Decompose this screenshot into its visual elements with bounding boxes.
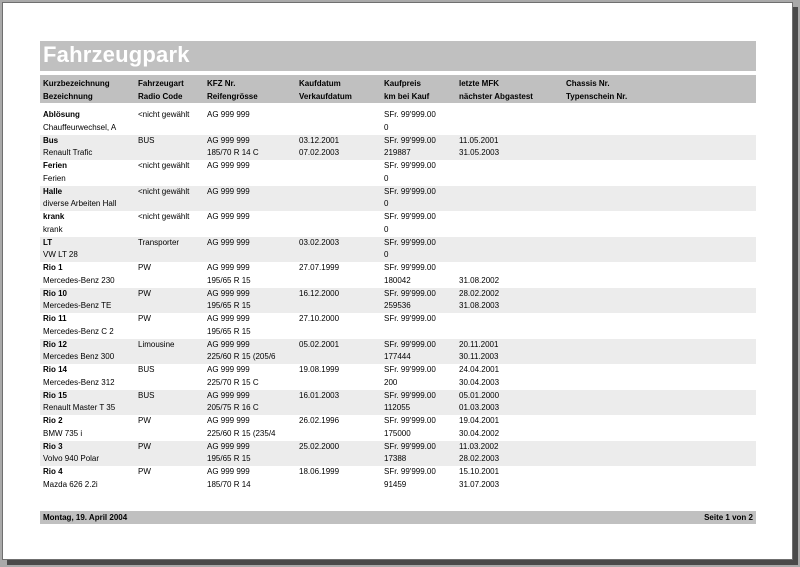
cell-reifengroesse: 225/70 R 15 C bbox=[207, 377, 259, 387]
header-kaufpreis: Kaufpreis bbox=[384, 79, 421, 88]
cell-naechster-abgastest: 28.02.2003 bbox=[459, 454, 500, 464]
table-row bbox=[40, 466, 756, 492]
cell-kfz-nr: AG 999 999 bbox=[207, 390, 250, 400]
row-line-1 bbox=[40, 364, 756, 377]
cell-letzte-mfk: 05.01.2000 bbox=[459, 390, 500, 400]
cell-reifengroesse: 185/70 R 14 bbox=[207, 479, 251, 489]
cell-kfz-nr: AG 999 999 bbox=[207, 135, 250, 145]
cell-bezeichnung: krank bbox=[43, 224, 63, 234]
cell-kaufpreis: SFr. 99'999.00 bbox=[384, 416, 436, 425]
header-typenschein-nr: Typenschein Nr. bbox=[566, 92, 628, 101]
cell-kaufdatum: 27.07.1999 bbox=[299, 263, 340, 272]
report-title-bar bbox=[40, 41, 756, 71]
cell-km-bei-kauf: 0 bbox=[384, 224, 389, 234]
footer-date: Montag, 19. April 2004 bbox=[43, 513, 128, 522]
row-line-1 bbox=[40, 390, 756, 403]
cell-km-bei-kauf: 180042 bbox=[384, 275, 411, 285]
cell-fahrzeugart: <nicht gewählt bbox=[138, 186, 190, 196]
cell-bezeichnung: VW LT 28 bbox=[43, 250, 78, 260]
cell-kurzbezeichnung: Rio 10 bbox=[43, 288, 68, 298]
cell-naechster-abgastest: 31.08.2002 bbox=[459, 275, 500, 285]
row-line-2 bbox=[40, 122, 756, 135]
row-line-2 bbox=[40, 402, 756, 415]
cell-kaufpreis: SFr. 99'999.00 bbox=[384, 161, 436, 170]
cell-kfz-nr: AG 999 999 bbox=[207, 365, 250, 374]
header-fahrzeugart: Fahrzeugart bbox=[138, 79, 184, 88]
row-line-1 bbox=[40, 211, 756, 224]
cell-bezeichnung: diverse Arbeiten Hall bbox=[43, 199, 117, 209]
table-row bbox=[40, 415, 756, 441]
table-row bbox=[40, 288, 756, 314]
cell-naechster-abgastest: 30.11.2003 bbox=[459, 352, 499, 362]
cell-bezeichnung: Chauffeurwechsel, A bbox=[43, 122, 117, 132]
cell-letzte-mfk: 11.03.2002 bbox=[459, 441, 499, 451]
cell-kaufpreis: SFr. 99'999.00 bbox=[384, 390, 436, 400]
cell-kurzbezeichnung: Ablösung bbox=[43, 110, 80, 119]
cell-naechster-abgastest: 30.04.2002 bbox=[459, 428, 500, 438]
cell-kfz-nr: AG 999 999 bbox=[207, 288, 250, 298]
cell-reifengroesse: 185/70 R 14 C bbox=[207, 148, 259, 158]
cell-kfz-nr: AG 999 999 bbox=[207, 161, 250, 170]
cell-kurzbezeichnung: Bus bbox=[43, 135, 59, 145]
cell-kfz-nr: AG 999 999 bbox=[207, 186, 250, 196]
cell-bezeichnung: BMW 735 i bbox=[43, 428, 83, 438]
table-row bbox=[40, 364, 756, 390]
cell-kaufpreis: SFr. 99'999.00 bbox=[384, 263, 436, 272]
cell-kurzbezeichnung: Halle bbox=[43, 186, 63, 196]
row-line-2 bbox=[40, 300, 756, 313]
cell-kfz-nr: AG 999 999 bbox=[207, 212, 250, 221]
header-naechster-abgastest: nächster Abgastest bbox=[459, 92, 533, 101]
cell-km-bei-kauf: 0 bbox=[384, 250, 389, 260]
cell-fahrzeugart: Limousine bbox=[138, 339, 175, 349]
table-row bbox=[40, 441, 756, 467]
row-line-2 bbox=[40, 428, 756, 441]
cell-bezeichnung: Mercedes-Benz 312 bbox=[43, 377, 115, 387]
cell-kurzbezeichnung: Rio 2 bbox=[43, 416, 63, 425]
footer-page-number: Seite 1 von 2 bbox=[704, 513, 753, 522]
cell-verkaufdatum: 07.02.2003 bbox=[299, 148, 340, 158]
report-title: Fahrzeugpark bbox=[43, 42, 190, 67]
cell-km-bei-kauf: 17388 bbox=[384, 454, 407, 464]
cell-kaufdatum: 16.01.2003 bbox=[299, 390, 340, 400]
row-line-1 bbox=[40, 160, 756, 173]
cell-kurzbezeichnung: Ferien bbox=[43, 161, 68, 170]
cell-reifengroesse: 225/60 R 15 (235/4 bbox=[207, 428, 276, 438]
cell-letzte-mfk: 24.04.2001 bbox=[459, 365, 500, 374]
cell-kaufdatum: 03.12.2001 bbox=[299, 135, 340, 145]
cell-km-bei-kauf: 200 bbox=[384, 377, 398, 387]
cell-bezeichnung: Mercedes-Benz 230 bbox=[43, 275, 115, 285]
cell-reifengroesse: 195/65 R 15 bbox=[207, 275, 251, 285]
cell-kaufdatum: 27.10.2000 bbox=[299, 314, 340, 323]
cell-kaufdatum: 26.02.1996 bbox=[299, 416, 340, 425]
table-row bbox=[40, 262, 756, 288]
cell-reifengroesse: 225/60 R 15 (205/6 bbox=[207, 352, 276, 362]
cell-kaufdatum: 05.02.2001 bbox=[299, 339, 340, 349]
cell-km-bei-kauf: 0 bbox=[384, 122, 389, 132]
cell-naechster-abgastest: 31.08.2003 bbox=[459, 301, 500, 311]
cell-kurzbezeichnung: Rio 11 bbox=[43, 314, 67, 323]
cell-kaufpreis: SFr. 99'999.00 bbox=[384, 314, 436, 323]
cell-km-bei-kauf: 0 bbox=[384, 173, 389, 183]
cell-bezeichnung: Renault Master T 35 bbox=[43, 403, 116, 413]
cell-kfz-nr: AG 999 999 bbox=[207, 237, 250, 247]
row-line-1 bbox=[40, 441, 756, 454]
row-line-1 bbox=[40, 415, 756, 428]
cell-kaufpreis: SFr. 99'999.00 bbox=[384, 365, 436, 374]
row-line-2 bbox=[40, 326, 756, 339]
table-row bbox=[40, 211, 756, 237]
cell-kaufdatum: 16.12.2000 bbox=[299, 288, 340, 298]
cell-fahrzeugart: PW bbox=[138, 288, 151, 298]
cell-fahrzeugart: BUS bbox=[138, 135, 155, 145]
cell-fahrzeugart: PW bbox=[138, 467, 151, 476]
cell-bezeichnung: Mercedes-Benz TE bbox=[43, 301, 112, 311]
cell-kaufpreis: SFr. 99'999.00 bbox=[384, 237, 436, 247]
cell-bezeichnung: Volvo 940 Polar bbox=[43, 454, 100, 464]
cell-kfz-nr: AG 999 999 bbox=[207, 110, 250, 119]
cell-kfz-nr: AG 999 999 bbox=[207, 467, 250, 476]
table-row bbox=[40, 237, 756, 263]
vehicle-table bbox=[40, 109, 756, 492]
cell-kurzbezeichnung: Rio 1 bbox=[43, 263, 63, 272]
table-row bbox=[40, 313, 756, 339]
cell-reifengroesse: 195/65 R 15 bbox=[207, 301, 251, 311]
header-kaufdatum: Kaufdatum bbox=[299, 79, 341, 88]
cell-letzte-mfk: 28.02.2002 bbox=[459, 288, 500, 298]
row-line-2 bbox=[40, 275, 756, 288]
row-line-1 bbox=[40, 109, 756, 122]
table-row bbox=[40, 109, 756, 135]
cell-km-bei-kauf: 91459 bbox=[384, 479, 407, 489]
report-page bbox=[2, 2, 793, 560]
row-line-1 bbox=[40, 186, 756, 199]
row-line-2 bbox=[40, 377, 756, 390]
row-line-1 bbox=[40, 288, 756, 301]
cell-bezeichnung: Mercedes Benz 300 bbox=[43, 352, 115, 362]
row-line-2 bbox=[40, 249, 756, 262]
cell-kaufpreis: SFr. 99'999.00 bbox=[384, 135, 436, 145]
header-km-bei-kauf: km bei Kauf bbox=[384, 92, 430, 101]
cell-kaufpreis: SFr. 99'999.00 bbox=[384, 339, 436, 349]
row-line-1 bbox=[40, 262, 756, 275]
cell-kfz-nr: AG 999 999 bbox=[207, 263, 250, 272]
cell-km-bei-kauf: 175000 bbox=[384, 428, 411, 438]
cell-letzte-mfk: 15.10.2001 bbox=[459, 467, 500, 476]
table-row bbox=[40, 135, 756, 161]
cell-naechster-abgastest: 31.07.2003 bbox=[459, 479, 500, 489]
header-letzte-mfk: letzte MFK bbox=[459, 79, 499, 88]
cell-reifengroesse: 195/65 R 15 bbox=[207, 454, 251, 464]
row-line-2 bbox=[40, 479, 756, 492]
cell-fahrzeugart: BUS bbox=[138, 390, 155, 400]
cell-reifengroesse: 205/75 R 16 C bbox=[207, 403, 259, 413]
cell-kfz-nr: AG 999 999 bbox=[207, 416, 250, 425]
cell-kaufdatum: 03.02.2003 bbox=[299, 237, 340, 247]
cell-letzte-mfk: 20.11.2001 bbox=[459, 339, 499, 349]
table-row bbox=[40, 339, 756, 365]
row-line-1 bbox=[40, 339, 756, 352]
cell-naechster-abgastest: 30.04.2003 bbox=[459, 377, 500, 387]
header-verkaufdatum: Verkaufdatum bbox=[299, 92, 352, 101]
cell-fahrzeugart: BUS bbox=[138, 365, 155, 374]
cell-kfz-nr: AG 999 999 bbox=[207, 441, 250, 451]
cell-kaufpreis: SFr. 99'999.00 bbox=[384, 288, 436, 298]
row-line-1 bbox=[40, 313, 756, 326]
cell-bezeichnung: Ferien bbox=[43, 173, 66, 183]
table-row bbox=[40, 390, 756, 416]
cell-kaufpreis: SFr. 99'999.00 bbox=[384, 467, 436, 476]
cell-kurzbezeichnung: Rio 14 bbox=[43, 365, 68, 374]
cell-kurzbezeichnung: Rio 12 bbox=[43, 339, 68, 349]
row-line-1 bbox=[40, 135, 756, 148]
cell-km-bei-kauf: 0 bbox=[384, 199, 389, 209]
cell-letzte-mfk: 19.04.2001 bbox=[459, 416, 500, 425]
cell-kfz-nr: AG 999 999 bbox=[207, 339, 250, 349]
cell-kaufdatum: 18.06.1999 bbox=[299, 467, 340, 476]
cell-kaufdatum: 19.08.1999 bbox=[299, 365, 340, 374]
report-footer bbox=[40, 511, 756, 524]
header-kurzbezeichnung: Kurzbezeichnung bbox=[43, 79, 110, 88]
table-row bbox=[40, 186, 756, 212]
row-line-2 bbox=[40, 173, 756, 186]
cell-kaufpreis: SFr. 99'999.00 bbox=[384, 110, 436, 119]
cell-kurzbezeichnung: Rio 4 bbox=[43, 467, 63, 476]
cell-fahrzeugart: PW bbox=[138, 441, 151, 451]
row-line-2 bbox=[40, 198, 756, 211]
cell-bezeichnung: Renault Trafic bbox=[43, 148, 93, 158]
row-line-2 bbox=[40, 453, 756, 466]
cell-fahrzeugart: PW bbox=[138, 416, 151, 425]
cell-fahrzeugart: <nicht gewählt bbox=[138, 110, 190, 119]
cell-naechster-abgastest: 31.05.2003 bbox=[459, 148, 500, 158]
table-row bbox=[40, 160, 756, 186]
header-chassis-nr: Chassis Nr. bbox=[566, 79, 610, 88]
cell-letzte-mfk: 11.05.2001 bbox=[459, 135, 499, 145]
cell-kaufpreis: SFr. 99'999.00 bbox=[384, 441, 436, 451]
row-line-2 bbox=[40, 224, 756, 237]
cell-km-bei-kauf: 177444 bbox=[384, 352, 411, 362]
row-line-2 bbox=[40, 351, 756, 364]
cell-kurzbezeichnung: LT bbox=[43, 237, 53, 247]
cell-fahrzeugart: <nicht gewählt bbox=[138, 161, 190, 170]
cell-fahrzeugart: PW bbox=[138, 314, 151, 323]
cell-kaufpreis: SFr. 99'999.00 bbox=[384, 212, 436, 221]
cell-km-bei-kauf: 219887 bbox=[384, 148, 411, 158]
cell-fahrzeugart: <nicht gewählt bbox=[138, 212, 190, 221]
row-line-2 bbox=[40, 147, 756, 160]
row-line-1 bbox=[40, 466, 756, 479]
cell-fahrzeugart: Transporter bbox=[138, 237, 180, 247]
cell-fahrzeugart: PW bbox=[138, 263, 151, 272]
cell-kurzbezeichnung: Rio 15 bbox=[43, 390, 68, 400]
cell-kfz-nr: AG 999 999 bbox=[207, 314, 250, 323]
header-kfz-nr: KFZ Nr. bbox=[207, 79, 236, 88]
cell-kurzbezeichnung: Rio 3 bbox=[43, 441, 63, 451]
header-radio-code: Radio Code bbox=[138, 92, 183, 101]
cell-bezeichnung: Mazda 626 2.2i bbox=[43, 479, 98, 489]
cell-reifengroesse: 195/65 R 15 bbox=[207, 326, 251, 336]
cell-naechster-abgastest: 01.03.2003 bbox=[459, 403, 500, 413]
cell-km-bei-kauf: 112055 bbox=[384, 403, 411, 413]
header-reifengroesse: Reifengrösse bbox=[207, 92, 258, 101]
column-header bbox=[40, 75, 756, 103]
cell-bezeichnung: Mercedes-Benz C 2 bbox=[43, 326, 114, 336]
cell-kaufdatum: 25.02.2000 bbox=[299, 441, 340, 451]
header-bezeichnung: Bezeichnung bbox=[43, 92, 93, 101]
row-line-1 bbox=[40, 237, 756, 250]
cell-kurzbezeichnung: krank bbox=[43, 212, 65, 221]
cell-kaufpreis: SFr. 99'999.00 bbox=[384, 186, 436, 196]
cell-km-bei-kauf: 259536 bbox=[384, 301, 411, 311]
